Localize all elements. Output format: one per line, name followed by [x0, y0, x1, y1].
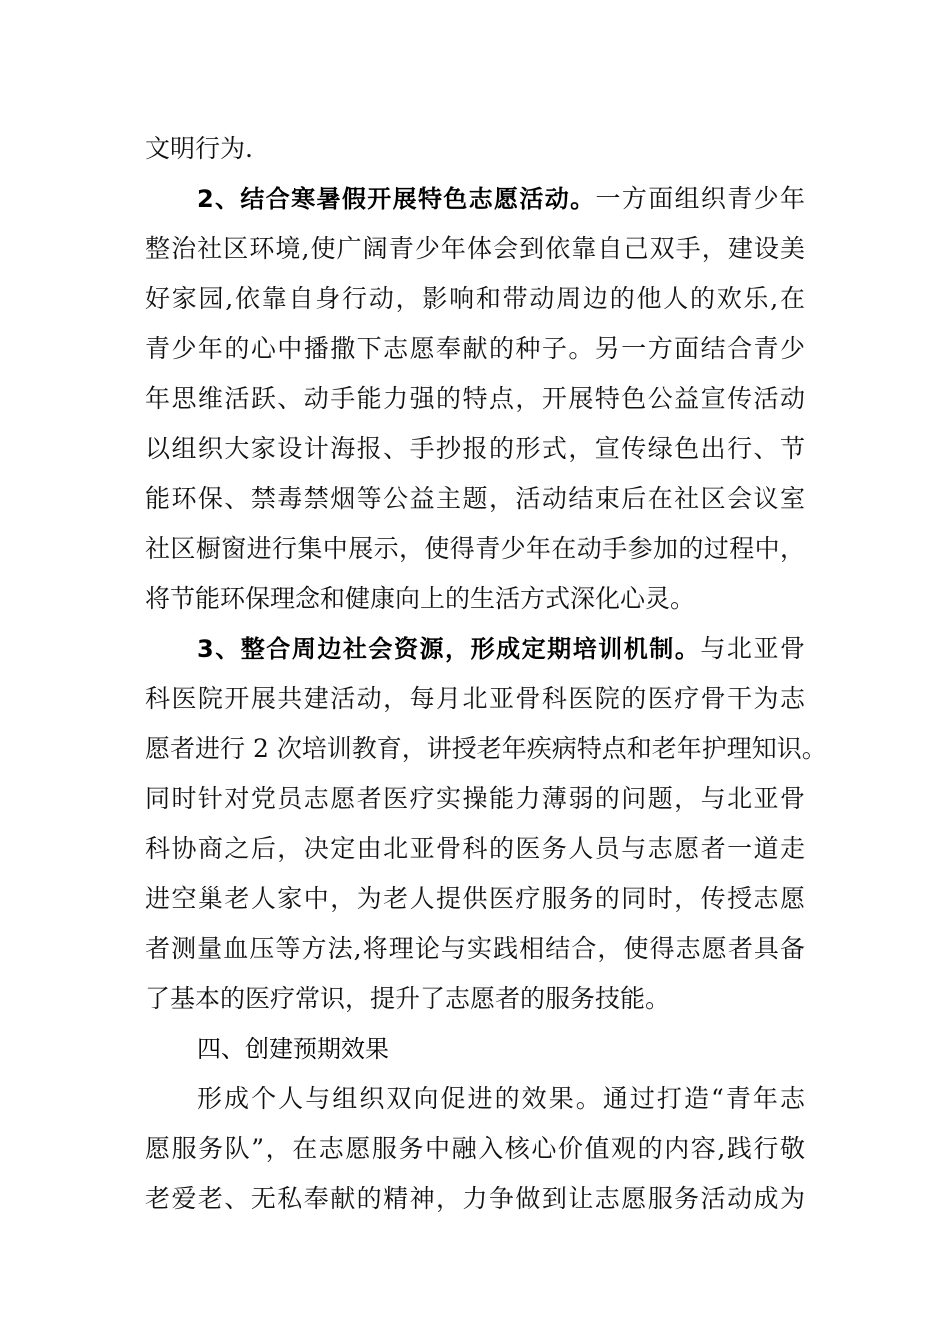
paragraph-line: 了基本的医疗常识，提升了志愿者的服务技能。 — [145, 984, 671, 1013]
paragraph-line: 者测量血压等方法,将理论与实践相结合，使得志愿者具备 — [145, 934, 805, 963]
item-2-first-line — [197, 184, 805, 214]
paragraph-line: 整治社区环境,使广阔青少年体会到依靠自己双手，建设美 — [145, 234, 805, 263]
paragraph-line: 好家园,依靠自身行动，影响和带动周边的他人的欢乐,在 — [145, 284, 805, 313]
paragraph-line: 将节能环保理念和健康向上的生活方式深化心灵。 — [145, 584, 696, 613]
paragraph-line: 青少年的心中播撒下志愿奉献的种子。另一方面结合青少 — [145, 334, 805, 363]
item-3-title: 3、整合周边社会资源，形成定期培训机制。 — [197, 635, 701, 663]
item-2-title: 2、结合寒暑假开展特色志愿活动。 — [197, 185, 596, 213]
item-3-text: 与北亚骨 — [700, 634, 805, 663]
paragraph-line: 社区橱窗进行集中展示，使得青少年在动手参加的过程中， — [145, 534, 805, 563]
section-heading: 四、创建预期效果 — [197, 1035, 389, 1063]
paragraph-line: 年思维活跃、动手能力强的特点，开展特色公益宣传活动 — [145, 384, 805, 413]
item-2-text: 一方面组织青少年 — [595, 184, 805, 213]
paragraph-line-1: 文明行为. — [145, 134, 253, 163]
paragraph-line: 老爱老、无私奉献的精神，力争做到让志愿服务活动成为 — [145, 1184, 805, 1213]
paragraph-line: 同时针对党员志愿者医疗实操能力薄弱的问题，与北亚骨 — [145, 784, 805, 813]
paragraph-line: 愿服务队”，在志愿服务中融入核心价值观的内容,践行敬 — [145, 1134, 805, 1163]
section-4-first-line: 形成个人与组织双向促进的效果。通过打造“青年志 — [197, 1084, 805, 1113]
paragraph-line: 科协商之后，决定由北亚骨科的医务人员与志愿者一道走 — [145, 834, 805, 863]
paragraph-line: 进空巢老人家中，为老人提供医疗服务的同时，传授志愿 — [145, 884, 805, 913]
paragraph-line: 能环保、禁毒禁烟等公益主题，活动结束后在社区会议室 — [145, 484, 805, 513]
paragraph-line: 愿者进行 2 次培训教育，讲授老年疾病特点和老年护理知识。 — [145, 734, 827, 763]
paragraph-line: 以组织大家设计海报、手抄报的形式，宣传绿色出行、节 — [145, 434, 805, 463]
paragraph-line: 科医院开展共建活动，每月北亚骨科医院的医疗骨干为志 — [145, 684, 805, 713]
item-3-first-line — [197, 634, 805, 664]
